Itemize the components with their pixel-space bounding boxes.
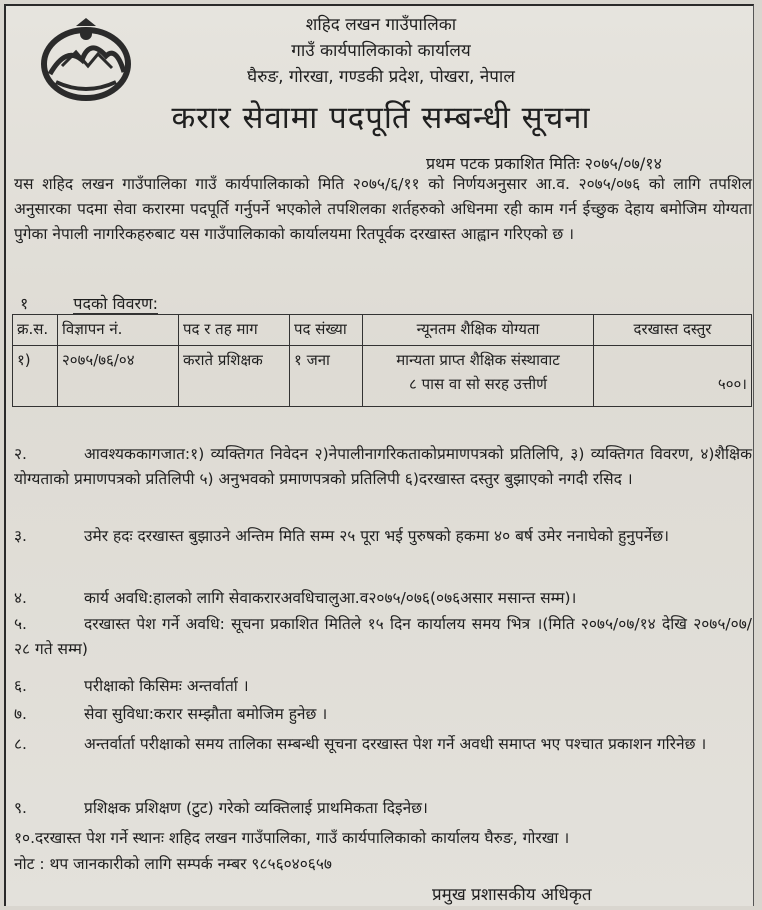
col-header-count: पद संख्या bbox=[290, 315, 363, 346]
municipality-name: शहिद लखन गाउँपालिका bbox=[305, 15, 457, 35]
item-number: ४. bbox=[14, 589, 27, 607]
item-text: सेवा सुविधा:करार सम्झौता बमोजिम हुनेछ । bbox=[84, 705, 328, 723]
cell-post: कराते प्रशिक्षक bbox=[179, 346, 290, 407]
item-exam-type bbox=[14, 674, 752, 699]
signatory-title: प्रमुख प्रशासकीय अधिकृत bbox=[432, 885, 592, 905]
qualification-line1: मान्यता प्राप्त शैक्षिक संस्थावाट bbox=[396, 351, 560, 369]
col-header-post: पद र तह माग bbox=[179, 315, 290, 346]
item-submission-place: १०.दरखास्त पेश गर्ने स्थानः शहिद लखन गाउँपालिका, गाउँ कार्यपालिकाको कार्यालय घैरुङ, गोरखा । bbox=[14, 829, 570, 847]
publish-date: प्रथम पटक प्रकाशित मितिः २०७५/०७/१४ bbox=[426, 154, 662, 173]
fee-value: ५००। bbox=[717, 375, 747, 393]
item-text: प्रशिक्षक प्रशिक्षण (टुट) गरेको व्यक्तिलाई प्राथमिकता दिइनेछ। bbox=[84, 799, 428, 817]
item-priority bbox=[14, 796, 752, 821]
notice-paper bbox=[4, 4, 754, 906]
item-number: ५. bbox=[14, 615, 27, 633]
item-number: २. bbox=[14, 445, 27, 463]
item-application-period bbox=[14, 612, 752, 662]
section-number: १ bbox=[20, 294, 29, 313]
qualification-line2: ८ पास वा सो सरह उत्तीर्ण bbox=[409, 375, 547, 393]
section-label: पदको विवरण: bbox=[73, 294, 158, 313]
item-interview-schedule bbox=[14, 732, 752, 757]
cell-adv-no: २०७५/७६/०४ bbox=[58, 346, 179, 407]
cell-qualification bbox=[363, 346, 594, 407]
office-address: घैरुङ, गोरखा, गण्डकी प्रदेश, पोखरा, नेपाल bbox=[247, 67, 515, 87]
item-documents bbox=[14, 442, 752, 492]
col-header-fee: दरखास्त दस्तुर bbox=[594, 315, 752, 346]
cell-fee bbox=[594, 346, 752, 407]
col-header-sn: क्र.स. bbox=[13, 315, 58, 346]
item-text: परीक्षाको किसिमः अन्तर्वार्ता । bbox=[84, 677, 249, 695]
item-text: दरखास्त पेश गर्ने अवधि: सूचना प्रकाशित मितिले १५ दिन कार्यालय समय भित्र ।(मिति २०७५/०७/१४ देखि २०७५/०७/ २८ गते सम्म) bbox=[14, 615, 752, 658]
office-name: गाउँ कार्यपालिकाको कार्यालय bbox=[291, 41, 471, 61]
cell-sn: १) bbox=[13, 346, 58, 407]
post-details-table bbox=[12, 314, 752, 407]
table-header-row bbox=[13, 315, 752, 346]
notice-title: करार सेवामा पदपूर्ति सम्बन्धी सूचना bbox=[171, 100, 591, 136]
item-number: ९. bbox=[14, 799, 27, 817]
item-number: ६. bbox=[14, 677, 27, 695]
item-work-period bbox=[14, 586, 752, 611]
item-text: अन्तर्वार्ता परीक्षाको समय तालिका सम्बन्धी सूचना दरखास्त पेश गर्ने अवधी समाप्त भए पश्चात प्रकाशन गरिनेछ । bbox=[84, 735, 707, 753]
item-number: ३. bbox=[14, 527, 27, 545]
item-benefits bbox=[14, 702, 752, 727]
item-age-limit bbox=[14, 524, 752, 549]
col-header-adv-no: विज्ञापन नं. bbox=[58, 315, 179, 346]
table-row bbox=[13, 346, 752, 407]
intro-paragraph: यस शहिद लखन गाउँपालिका गाउँ कार्यपालिकाको मिति २०७५/६/११ को निर्णयअनुसार आ.व. २०७५/०७६ को लागि तपशिल अनुसारका पदमा सेवा करारमा पदपूर्ति गर्नुपर्ने भएकोले तपशिलका शर्तहरुको अधिनमा रही काम गर्न ईच्छुक देहाय बमोजिम योग्यता पुगेका नेपाली नागरिकहरुबाट यस गाउँपालिकाको कार्यालयमा रितपूर्वक दरखास्त आह्वान गरिएको छ । bbox=[14, 175, 752, 243]
section-post-details bbox=[20, 292, 158, 314]
item-text: आवश्यककागजात:१) व्यक्तिगत निवेदन २)नेपालीनागरिकताकोप्रमाणपत्रको प्रतिलिपि, ३) व्यक्तिगत विवरण, ४)शैक्षिक योग्यताको प्रमाणपत्रको प्रतिलिपी ५) अनुभवको प्रमाणपत्रको प्रतिलिपी ६)दरखास्त दस्तुर बुझाएको नगदी रसिद । bbox=[14, 445, 752, 488]
item-number: ८. bbox=[14, 735, 27, 753]
item-number: ७. bbox=[14, 705, 27, 723]
contact-note: नोट : थप जानकारीको लागि सम्पर्क नम्बर ९८५६०४०६५७ bbox=[14, 855, 332, 873]
item-text: उमेर हदः दरखास्त बुझाउने अन्तिम मिति सम्म २५ पूरा भई पुरुषको हकमा ४० बर्ष उमेर ननाघेको हुनुपर्नेछ। bbox=[84, 527, 670, 545]
cell-count: १ जना bbox=[290, 346, 363, 407]
item-text: कार्य अवधि:हालको लागि सेवाकरारअवधिचालुआ.व२०७५/०७६(०७६असार मसान्त सम्म)। bbox=[84, 589, 577, 607]
col-header-qualification: न्यूनतम शैक्षिक योग्यता bbox=[363, 315, 594, 346]
